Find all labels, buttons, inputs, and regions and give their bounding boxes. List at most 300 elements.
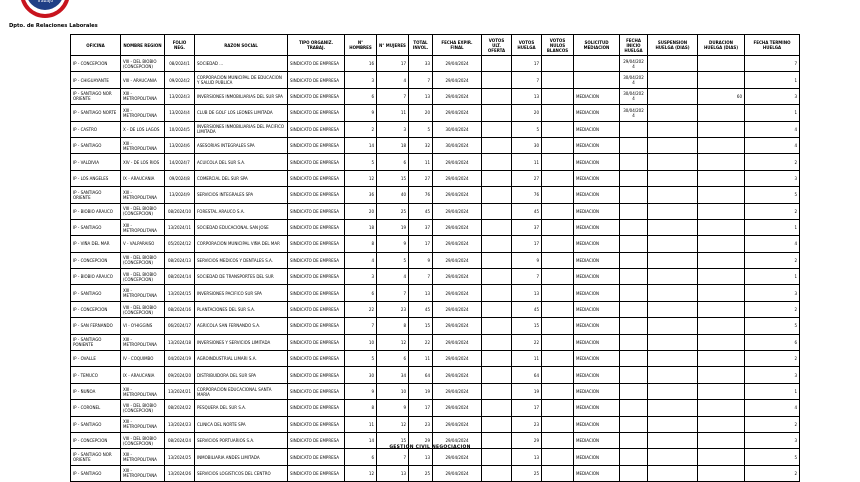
table-cell: CORPORACION MUNICIPAL DE EDUCACION Y SALUD PUBLICA bbox=[195, 72, 288, 88]
table-cell: SERVICIOS PORTUARIOS S.A. bbox=[195, 432, 288, 448]
table-cell bbox=[482, 318, 512, 334]
table-cell: 7 bbox=[409, 269, 433, 285]
table-cell bbox=[542, 252, 574, 268]
table-cell: XIII - METROPOLITANA bbox=[121, 334, 165, 350]
table-cell bbox=[542, 72, 574, 88]
table-cell: 7 bbox=[512, 269, 542, 285]
table-cell: 11 bbox=[409, 351, 433, 367]
table-cell: 45 bbox=[512, 301, 542, 317]
table-cell: 5 bbox=[409, 121, 433, 137]
table-cell: IP - CONCEPCION bbox=[71, 301, 121, 317]
table-cell: MEDIACION bbox=[574, 236, 620, 252]
table-cell: 76 bbox=[409, 187, 433, 203]
table-cell: INVERSIONES Y SERVICIOS LIMITADA bbox=[195, 334, 288, 350]
table-cell: 29/04/2024 bbox=[433, 252, 482, 268]
table-row bbox=[71, 137, 800, 153]
logo-line-2: Trabajo bbox=[36, 0, 54, 4]
table-cell: 11 bbox=[512, 351, 542, 367]
table-cell bbox=[698, 252, 745, 268]
table-cell: MEDIACION bbox=[574, 285, 620, 301]
table-cell: SINDICATO DE EMPRESA bbox=[288, 56, 345, 72]
table-cell bbox=[698, 56, 745, 72]
table-cell: 76 bbox=[512, 187, 542, 203]
table-cell: 13 bbox=[512, 449, 542, 465]
table-cell bbox=[698, 105, 745, 121]
table-cell bbox=[620, 154, 648, 170]
table-cell bbox=[698, 285, 745, 301]
table-cell: 5 bbox=[345, 351, 377, 367]
table-cell: SINDICATO DE EMPRESA bbox=[288, 432, 345, 448]
table-cell: 5 bbox=[377, 252, 409, 268]
table-cell: 15 bbox=[377, 170, 409, 186]
table-cell bbox=[698, 187, 745, 203]
table-cell: 33 bbox=[409, 56, 433, 72]
table-cell bbox=[620, 400, 648, 416]
table-cell bbox=[482, 269, 512, 285]
table-cell: 29/04/2024 bbox=[433, 187, 482, 203]
department-title: Dpto. de Relaciones Laborales bbox=[9, 23, 98, 29]
table-cell: MEDIACION bbox=[574, 154, 620, 170]
table-cell: 30/04/2024 bbox=[620, 88, 648, 104]
table-cell: 12 bbox=[345, 465, 377, 481]
table-cell bbox=[542, 416, 574, 432]
table-cell: MEDIACION bbox=[574, 334, 620, 350]
table-cell: 2 bbox=[745, 465, 800, 481]
table-row bbox=[71, 334, 800, 350]
table-cell: IX - ARAUCANIA bbox=[121, 367, 165, 383]
column-header: FECHA TERMINO HUELGA bbox=[745, 35, 800, 56]
table-cell bbox=[542, 187, 574, 203]
table-cell: 29/04/2024 bbox=[433, 170, 482, 186]
table-cell: 7 bbox=[345, 318, 377, 334]
table-cell bbox=[648, 88, 698, 104]
table-cell: 4 bbox=[377, 72, 409, 88]
column-header: SOLICITUD MEDIACION bbox=[574, 35, 620, 56]
table-cell: XIV - DE LOS RIOS bbox=[121, 154, 165, 170]
table-cell bbox=[698, 269, 745, 285]
table-cell: MEDIACION bbox=[574, 351, 620, 367]
table-cell bbox=[620, 285, 648, 301]
table-cell bbox=[620, 318, 648, 334]
table-cell bbox=[698, 383, 745, 399]
table-cell: 4 bbox=[745, 236, 800, 252]
table-cell bbox=[648, 154, 698, 170]
logo bbox=[6, 0, 84, 20]
table-cell: SERVICIOS INTEGRALES SPA bbox=[195, 187, 288, 203]
table-cell: IP - SANTIAGO bbox=[71, 219, 121, 235]
table-cell: 40 bbox=[377, 187, 409, 203]
table-cell bbox=[620, 416, 648, 432]
table-row bbox=[71, 170, 800, 186]
table-cell: 6 bbox=[377, 154, 409, 170]
table-cell: 17 bbox=[409, 236, 433, 252]
table-cell bbox=[648, 137, 698, 153]
table-cell: SOCIEDAD ... bbox=[195, 56, 288, 72]
table-cell: 10 bbox=[377, 383, 409, 399]
table-row bbox=[71, 252, 800, 268]
table-cell bbox=[542, 449, 574, 465]
table-cell: 29/04/2024 bbox=[433, 269, 482, 285]
table-cell bbox=[620, 449, 648, 465]
table-cell: SINDICATO DE EMPRESA bbox=[288, 367, 345, 383]
table-cell: SINDICATO DE EMPRESA bbox=[288, 449, 345, 465]
table-body bbox=[71, 56, 800, 482]
table-cell bbox=[542, 269, 574, 285]
table-cell: 3 bbox=[745, 432, 800, 448]
table-cell: IP - CHIGUAYANTE bbox=[71, 72, 121, 88]
table-cell bbox=[620, 367, 648, 383]
table-cell: 13/2024/4 bbox=[165, 105, 195, 121]
table-row bbox=[71, 301, 800, 317]
table-cell: 1 bbox=[745, 105, 800, 121]
table-cell: 60 bbox=[698, 88, 745, 104]
table-cell: 12 bbox=[345, 170, 377, 186]
table-cell: 23 bbox=[377, 301, 409, 317]
table-cell: SINDICATO DE EMPRESA bbox=[288, 236, 345, 252]
table-cell: CORPORACION EDUCACIONAL SANTA MARIA bbox=[195, 383, 288, 399]
table-cell: SOCIEDAD EDUCACIONAL SAN JOSE bbox=[195, 219, 288, 235]
table-cell: 9 bbox=[409, 252, 433, 268]
table-cell: 13/2024/9 bbox=[165, 187, 195, 203]
table-cell bbox=[648, 351, 698, 367]
table-cell: SINDICATO DE EMPRESA bbox=[288, 203, 345, 219]
table-cell: COMERCIAL DEL SUR SPA bbox=[195, 170, 288, 186]
table-cell: IP - SANTIAGO NOR ORIENTE bbox=[71, 449, 121, 465]
table-cell: INVERSIONES INMOBILIARIAS DEL SUR SPA bbox=[195, 88, 288, 104]
table-cell bbox=[620, 137, 648, 153]
table-row bbox=[71, 465, 800, 481]
table-cell bbox=[698, 236, 745, 252]
table-cell bbox=[542, 105, 574, 121]
column-header: FOLIO NEG. bbox=[165, 35, 195, 56]
table-cell: 13/2024/23 bbox=[165, 416, 195, 432]
table-cell: 45 bbox=[512, 203, 542, 219]
table-cell bbox=[698, 318, 745, 334]
table-row bbox=[71, 367, 800, 383]
table-cell: SINDICATO DE EMPRESA bbox=[288, 318, 345, 334]
table-row bbox=[71, 187, 800, 203]
table-row bbox=[71, 400, 800, 416]
column-header: VOTOS HUELGA bbox=[512, 35, 542, 56]
table-cell: 19 bbox=[377, 219, 409, 235]
table-cell: 45 bbox=[409, 203, 433, 219]
table-cell: 29/04/2024 bbox=[433, 351, 482, 367]
table-cell: MEDIACION bbox=[574, 400, 620, 416]
table-cell: VIII - DEL BIOBIO (CONCEPCION) bbox=[121, 400, 165, 416]
table-cell: VIII - DEL BIOBIO (CONCEPCION) bbox=[121, 269, 165, 285]
table-cell bbox=[482, 351, 512, 367]
table-cell: SINDICATO DE EMPRESA bbox=[288, 383, 345, 399]
table-cell: 23 bbox=[512, 416, 542, 432]
table-cell: SINDICATO DE EMPRESA bbox=[288, 137, 345, 153]
table-cell bbox=[698, 465, 745, 481]
table-cell: 29/04/2024 bbox=[433, 383, 482, 399]
table-cell: 1 bbox=[745, 72, 800, 88]
table-cell: 17 bbox=[512, 236, 542, 252]
table-cell: 32 bbox=[409, 137, 433, 153]
table-cell: 23 bbox=[409, 416, 433, 432]
table-cell: XIII - METROPOLITANA bbox=[121, 137, 165, 153]
table-cell: 29 bbox=[409, 432, 433, 448]
table-cell bbox=[698, 367, 745, 383]
table-header-row bbox=[71, 35, 800, 56]
table-cell: 13 bbox=[409, 449, 433, 465]
table-cell: 7 bbox=[409, 72, 433, 88]
table-cell: 2 bbox=[745, 416, 800, 432]
table-row bbox=[71, 203, 800, 219]
table-cell: 4 bbox=[745, 400, 800, 416]
table-cell: MEDIACION bbox=[574, 121, 620, 137]
table-row bbox=[71, 154, 800, 170]
table-cell: SERVICIOS LOGISTICOS DEL CENTRO bbox=[195, 465, 288, 481]
table-cell: MEDIACION bbox=[574, 449, 620, 465]
table-cell: AGRICOLA SAN FERNANDO S.A. bbox=[195, 318, 288, 334]
column-header: SUSPENSION HUELGA (DIAS) bbox=[648, 35, 698, 56]
table-cell bbox=[648, 334, 698, 350]
table-cell: 3 bbox=[345, 72, 377, 88]
table-cell bbox=[698, 334, 745, 350]
table-row bbox=[71, 105, 800, 121]
table-cell: IP - CASTRO bbox=[71, 121, 121, 137]
table-cell: 29/04/2024 bbox=[620, 56, 648, 72]
table-cell: MEDIACION bbox=[574, 203, 620, 219]
table-cell: 11 bbox=[409, 154, 433, 170]
table-cell: 08/2024/22 bbox=[165, 400, 195, 416]
table-cell: VIII - DEL BIOBIO (CONCEPCION) bbox=[121, 56, 165, 72]
table-cell: 9 bbox=[377, 400, 409, 416]
table-cell bbox=[648, 203, 698, 219]
table-cell bbox=[542, 285, 574, 301]
table-cell bbox=[698, 137, 745, 153]
table-cell: 13/2024/6 bbox=[165, 137, 195, 153]
table-cell bbox=[482, 252, 512, 268]
table-cell: VIII - DEL BIOBIO (CONCEPCION) bbox=[121, 252, 165, 268]
table-cell: 5 bbox=[345, 154, 377, 170]
table-cell: AGROINDUSTRIAL LIMARI S.A. bbox=[195, 351, 288, 367]
table-cell bbox=[648, 416, 698, 432]
table-row bbox=[71, 121, 800, 137]
table-cell bbox=[620, 465, 648, 481]
table-cell bbox=[698, 400, 745, 416]
table-cell: 3 bbox=[377, 121, 409, 137]
table-cell bbox=[620, 269, 648, 285]
table-cell: 13/2024/21 bbox=[165, 383, 195, 399]
table-cell: SINDICATO DE EMPRESA bbox=[288, 252, 345, 268]
table-cell: MEDIACION bbox=[574, 301, 620, 317]
column-header: TIPO ORGANIZ. TRABAJ. bbox=[288, 35, 345, 56]
table-cell bbox=[620, 301, 648, 317]
negotiations-table bbox=[70, 34, 800, 482]
table-cell bbox=[648, 105, 698, 121]
table-cell bbox=[542, 351, 574, 367]
table-cell bbox=[648, 318, 698, 334]
table-cell: MEDIACION bbox=[574, 432, 620, 448]
table-cell bbox=[648, 187, 698, 203]
table-cell: 30 bbox=[512, 137, 542, 153]
table-cell: 5 bbox=[745, 318, 800, 334]
table-cell: 22 bbox=[512, 334, 542, 350]
table-cell: 15 bbox=[377, 432, 409, 448]
table-cell: 2 bbox=[745, 301, 800, 317]
table-cell: 13 bbox=[409, 88, 433, 104]
table-cell: XIII - METROPOLITANA bbox=[121, 465, 165, 481]
table-cell bbox=[482, 56, 512, 72]
table-cell bbox=[482, 219, 512, 235]
table-cell: 13 bbox=[409, 285, 433, 301]
table-row bbox=[71, 318, 800, 334]
table-cell: MEDIACION bbox=[574, 137, 620, 153]
table-cell: 3 bbox=[345, 269, 377, 285]
table-row bbox=[71, 72, 800, 88]
table-cell bbox=[542, 137, 574, 153]
table-cell: XIII - METROPOLITANA bbox=[121, 449, 165, 465]
column-header: FECHA EXPIR. FINAL bbox=[433, 35, 482, 56]
table-cell: 4 bbox=[745, 121, 800, 137]
table-cell bbox=[648, 285, 698, 301]
table-cell: 08/2024/14 bbox=[165, 269, 195, 285]
table-cell: XIII - METROPOLITANA bbox=[121, 416, 165, 432]
table-cell bbox=[482, 383, 512, 399]
table-cell: 1 bbox=[745, 383, 800, 399]
table-cell bbox=[620, 351, 648, 367]
table-cell bbox=[482, 367, 512, 383]
table-cell bbox=[542, 465, 574, 481]
table-cell: 29/04/2024 bbox=[433, 203, 482, 219]
table-cell: IP - ÑUÑOA bbox=[71, 383, 121, 399]
table-cell bbox=[648, 252, 698, 268]
table-cell: 27 bbox=[512, 170, 542, 186]
table-cell: IP - CONCEPCION bbox=[71, 56, 121, 72]
table-cell: 14 bbox=[345, 137, 377, 153]
table-cell: ACUICOLA DEL SUR S.A. bbox=[195, 154, 288, 170]
table-cell: 6 bbox=[745, 334, 800, 350]
footer-text: GESTION CIVIL NEGOCIACION bbox=[389, 445, 471, 450]
table-cell: 13 bbox=[512, 88, 542, 104]
table-cell: SINDICATO DE EMPRESA bbox=[288, 154, 345, 170]
table-cell: CLINICA DEL NORTE SPA bbox=[195, 416, 288, 432]
table-cell bbox=[482, 203, 512, 219]
column-header: N° HOMBRES bbox=[345, 35, 377, 56]
table-cell: MEDIACION bbox=[574, 416, 620, 432]
table-cell: 37 bbox=[512, 219, 542, 235]
table-cell: 29/04/2024 bbox=[433, 236, 482, 252]
table-cell bbox=[698, 154, 745, 170]
table-cell: 29/04/2024 bbox=[433, 334, 482, 350]
table-cell: 5 bbox=[745, 187, 800, 203]
table-cell: 29/04/2024 bbox=[433, 154, 482, 170]
table-cell: SINDICATO DE EMPRESA bbox=[288, 219, 345, 235]
table-cell: SINDICATO DE EMPRESA bbox=[288, 285, 345, 301]
table-cell: 6 bbox=[345, 285, 377, 301]
table-cell: MEDIACION bbox=[574, 318, 620, 334]
table-cell: VIII - DEL BIOBIO (CONCEPCION) bbox=[121, 301, 165, 317]
table-cell: VI - O'HIGGINS bbox=[121, 318, 165, 334]
table-cell: 29/04/2024 bbox=[433, 56, 482, 72]
table-cell bbox=[698, 203, 745, 219]
table-cell: 13 bbox=[512, 285, 542, 301]
table-cell bbox=[482, 301, 512, 317]
table-cell: 15 bbox=[409, 318, 433, 334]
table-cell: 3 bbox=[745, 88, 800, 104]
table-cell bbox=[698, 219, 745, 235]
table-cell: IP - VALDIVIA bbox=[71, 154, 121, 170]
table-cell: 8 bbox=[345, 236, 377, 252]
table-cell: 13/2024/18 bbox=[165, 334, 195, 350]
table-cell bbox=[648, 367, 698, 383]
table-row bbox=[71, 56, 800, 72]
table-cell: 05/2024/12 bbox=[165, 236, 195, 252]
table-cell: CLUB DE GOLF LOS LEONES LIMITADA bbox=[195, 105, 288, 121]
table-row bbox=[71, 269, 800, 285]
table-cell: 37 bbox=[409, 219, 433, 235]
table-cell: 7 bbox=[745, 56, 800, 72]
table-cell: SINDICATO DE EMPRESA bbox=[288, 187, 345, 203]
table-cell: 4 bbox=[345, 252, 377, 268]
table-cell: MEDIACION bbox=[574, 465, 620, 481]
table-cell: IP - VIÑA DEL MAR bbox=[71, 236, 121, 252]
table-cell: SINDICATO DE EMPRESA bbox=[288, 416, 345, 432]
table-cell: 30/04/2024 bbox=[433, 137, 482, 153]
column-header: DURACION HUELGA (DIAS) bbox=[698, 35, 745, 56]
table-cell bbox=[648, 56, 698, 72]
table-cell: 29/04/2024 bbox=[433, 285, 482, 301]
table-cell: FORESTAL ARAUCO S.A. bbox=[195, 203, 288, 219]
table-cell: XIII - METROPOLITANA bbox=[121, 285, 165, 301]
table-cell: XIII - METROPOLITANA bbox=[121, 187, 165, 203]
table-cell: 7 bbox=[377, 285, 409, 301]
table-cell: 20 bbox=[345, 203, 377, 219]
table-row bbox=[71, 88, 800, 104]
table-cell: SERVICIOS MEDICOS Y DENTALES S.A. bbox=[195, 252, 288, 268]
table-cell: 14/2024/7 bbox=[165, 154, 195, 170]
table-cell: 4 bbox=[745, 137, 800, 153]
table-cell: 18 bbox=[377, 137, 409, 153]
table-cell: XIII - METROPOLITANA bbox=[121, 219, 165, 235]
table-row bbox=[71, 416, 800, 432]
table-cell bbox=[542, 88, 574, 104]
table-cell: 36 bbox=[345, 187, 377, 203]
table-cell: 30/04/2024 bbox=[433, 121, 482, 137]
table-cell: 13/2024/15 bbox=[165, 285, 195, 301]
table-cell bbox=[648, 72, 698, 88]
table-cell bbox=[542, 236, 574, 252]
table-cell bbox=[648, 449, 698, 465]
column-header: RAZON SOCIAL bbox=[195, 35, 288, 56]
table-cell: 9 bbox=[377, 236, 409, 252]
table-cell: 3 bbox=[745, 367, 800, 383]
table-cell: SINDICATO DE EMPRESA bbox=[288, 170, 345, 186]
table-cell: VIII - DEL BIOBIO (CONCEPCION) bbox=[121, 203, 165, 219]
table-cell: 1 bbox=[745, 219, 800, 235]
table-cell: MEDIACION bbox=[574, 383, 620, 399]
table-cell bbox=[648, 219, 698, 235]
table-cell: 16 bbox=[345, 56, 377, 72]
table-cell: INVERSIONES INMOBILIARIAS DEL PACIFICO LIMITADA bbox=[195, 121, 288, 137]
table-cell: 25 bbox=[377, 203, 409, 219]
table-cell: 17 bbox=[512, 400, 542, 416]
table-cell bbox=[482, 105, 512, 121]
table-cell: DISTRIBUIDORA DEL SUR SPA bbox=[195, 367, 288, 383]
table-cell: IP - SANTIAGO PONIENTE bbox=[71, 334, 121, 350]
column-header: OFICINA bbox=[71, 35, 121, 56]
table-cell: 6 bbox=[377, 351, 409, 367]
table-cell: CORPORACION MUNICIPAL VIÑA DEL MAR bbox=[195, 236, 288, 252]
table-cell: 30 bbox=[345, 367, 377, 383]
table-cell bbox=[620, 236, 648, 252]
table-cell: IP - BIOBIO ARAUCO bbox=[71, 269, 121, 285]
table-cell bbox=[482, 465, 512, 481]
table-cell: 09/2024/2 bbox=[165, 72, 195, 88]
